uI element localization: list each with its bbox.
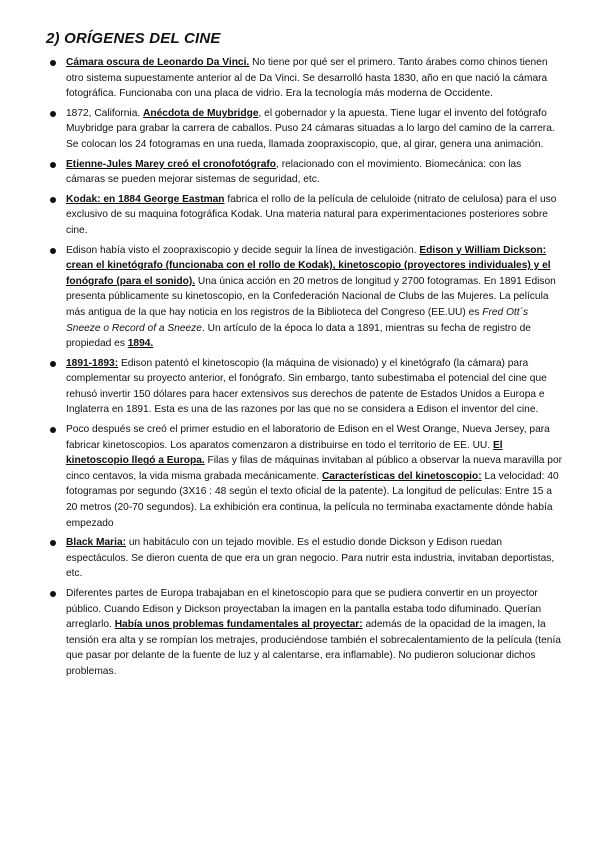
- list-item: [52, 535, 562, 582]
- list-item: [52, 55, 562, 102]
- item-text: , el gobernador y la apuesta. Tiene lugar el invento del fotógrafo Muybridge para grabar la carrera de caballos. Puso 24 cámaras situadas a lo largo del camino de la carrera. Se colocan los 24 fotogramas en una rueda, llamada zoopraxiscopio, que, al girar, genera una animación.: [66, 107, 555, 150]
- item-text: Filas y filas de máquinas invitaban al público a observar la nueva maravilla por cinco centavos, la vida misma grabada mecánicamente.: [66, 455, 563, 482]
- item-italic-text: Fred Ott´s Sneeze o Record of a Sneeze: [66, 306, 529, 334]
- item-heading: Kodak: en 1884 George Eastman: [66, 193, 225, 205]
- bullet-icon: [50, 111, 56, 117]
- bullet-icon: [50, 361, 56, 367]
- item-heading: 1894.: [127, 338, 154, 350]
- bullet-list: [52, 55, 562, 680]
- item-heading: Había unos problemas fundamentales al proyectar:: [114, 619, 363, 631]
- item-text: La velocidad: 40 fotogramas por segundo (3X16 : 48 según el texto oficial de la patente). La longitud de películas: Entre 15 a 20 metros (20-70 segundos). La exhibición era continua, la película no terminaba exactamente dónde había empezado: [66, 470, 559, 529]
- item-heading: Características del kinetoscopio:: [321, 470, 482, 482]
- item-heading: Edison y William Dickson: crean el kinetógrafo (funcionaba con el rollo de Kodak), kinetoscopio (proyectores individuales) y el fonógrafo (para el sonido).: [66, 244, 551, 287]
- list-item: [52, 422, 562, 531]
- bullet-icon: [50, 197, 56, 203]
- item-text: 1872, California.: [66, 107, 144, 119]
- bullet-icon: [50, 60, 56, 66]
- bullet-icon: [50, 162, 56, 168]
- page-title: 2) ORÍGENES DEL CINE: [46, 30, 221, 47]
- item-heading: Etienne-Jules Marey creó el cronofotógrafo: [66, 158, 277, 170]
- item-text: Diferentes partes de Europa trabajaban en el kinetoscopio para que se pudiera convertir en un proyector público. Cuando Edison y Dickson proyectaban la imagen en la pantalla estaba todo difuminado. Querían arreglarlo.: [66, 588, 542, 631]
- item-text: un habitáculo con un tejado movible. Es el estudio donde Dickson y Edison ruedan espectáculos. Se dieron cuenta de que era un gran negocio. Para nutrir esta industria, invitaban deportistas, etc.: [66, 537, 555, 580]
- list-item: [52, 356, 562, 418]
- item-heading: 1891-1893:: [66, 357, 119, 369]
- bullet-icon: [50, 540, 56, 546]
- list-item: [52, 586, 562, 680]
- list-item: [52, 157, 562, 188]
- item-text: fabrica el rollo de la película de celuloide (nitrato de celulosa) para el uso exclusivo de su maquina fotográfica Kodak. Una materia natural para experimentaciones posteriores sobre cine.: [66, 193, 557, 236]
- item-heading: Anécdota de Muybridge: [143, 107, 259, 119]
- list-item: [52, 192, 562, 239]
- item-text: , relacionado con el movimiento. Biomecánica: con las cámaras se pueden mejorar sistemas de seguridad, etc.: [66, 158, 522, 186]
- bullet-icon: [50, 591, 56, 597]
- item-text: . Un artículo de la época lo data a 1891, mientras su fecha de registro de propiedad es: [66, 322, 531, 350]
- item-text: Una única acción en 20 metros de longitud y 2700 fotogramas. En 1891 Edison presenta públicamente su kinetoscopio, en la Confederación Nacional de Clubs de las Mujeres. La película más antigua de la que hay noticia en los registros de la Biblioteca del Congreso (EE.UU) es: [66, 275, 556, 318]
- bullet-icon: [50, 427, 56, 433]
- item-text: además de la opacidad de la imagen, la tensión era alta y se rompían los metrajes, produciéndose también el sobrecalentamiento de la película (tenía que pasar por delante de la fuente de luz y al calentarse, era inflamable). No pudieron solucionar dichos problemas.: [66, 619, 561, 677]
- item-text: Edison había visto el zoopraxiscopio y decide seguir la línea de investigación.: [66, 244, 420, 256]
- list-item: [52, 243, 562, 352]
- item-heading: El kinetoscopio llegó a Europa.: [66, 439, 503, 467]
- item-heading: Black Maria:: [66, 537, 127, 549]
- list-item: [52, 106, 562, 153]
- item-text: Poco después se creó el primer estudio en el laboratorio de Edison en el West Orange, Nueva Jersey, para fabricar kinetoscopios. Los aparatos comenzaron a distribuirse en todo el territorio de EE. UU.: [66, 424, 550, 451]
- bullet-icon: [50, 248, 56, 254]
- item-text: No tiene por qué ser el primero. Tanto árabes como chinos tienen otro sistema supuestamente anterior al de Da Vinci. Se desarrolló hasta 1830, año en que nació la cámara fotográfica. Funcionaba con una placa de vidrio. Era la tecnología más moderna de Occidente.: [66, 57, 548, 100]
- item-text: Edison patentó el kinetoscopio (la máquina de visionado) y el kinetógrafo (la cámara) para complementar su proyecto anterior, el fonógrafo. Sin embargo, tanto subestimaba el potencial del cine que rehusó invertir 150 dólares para hacer extensivos sus derechos de patente de Estados Unidos a Europa e Inglaterra en 1891. Esta es una de las razones por las que no se considera a Edison el inventor del cine.: [66, 357, 547, 416]
- item-heading: Cámara oscura de Leonardo Da Vinci.: [66, 57, 250, 68]
